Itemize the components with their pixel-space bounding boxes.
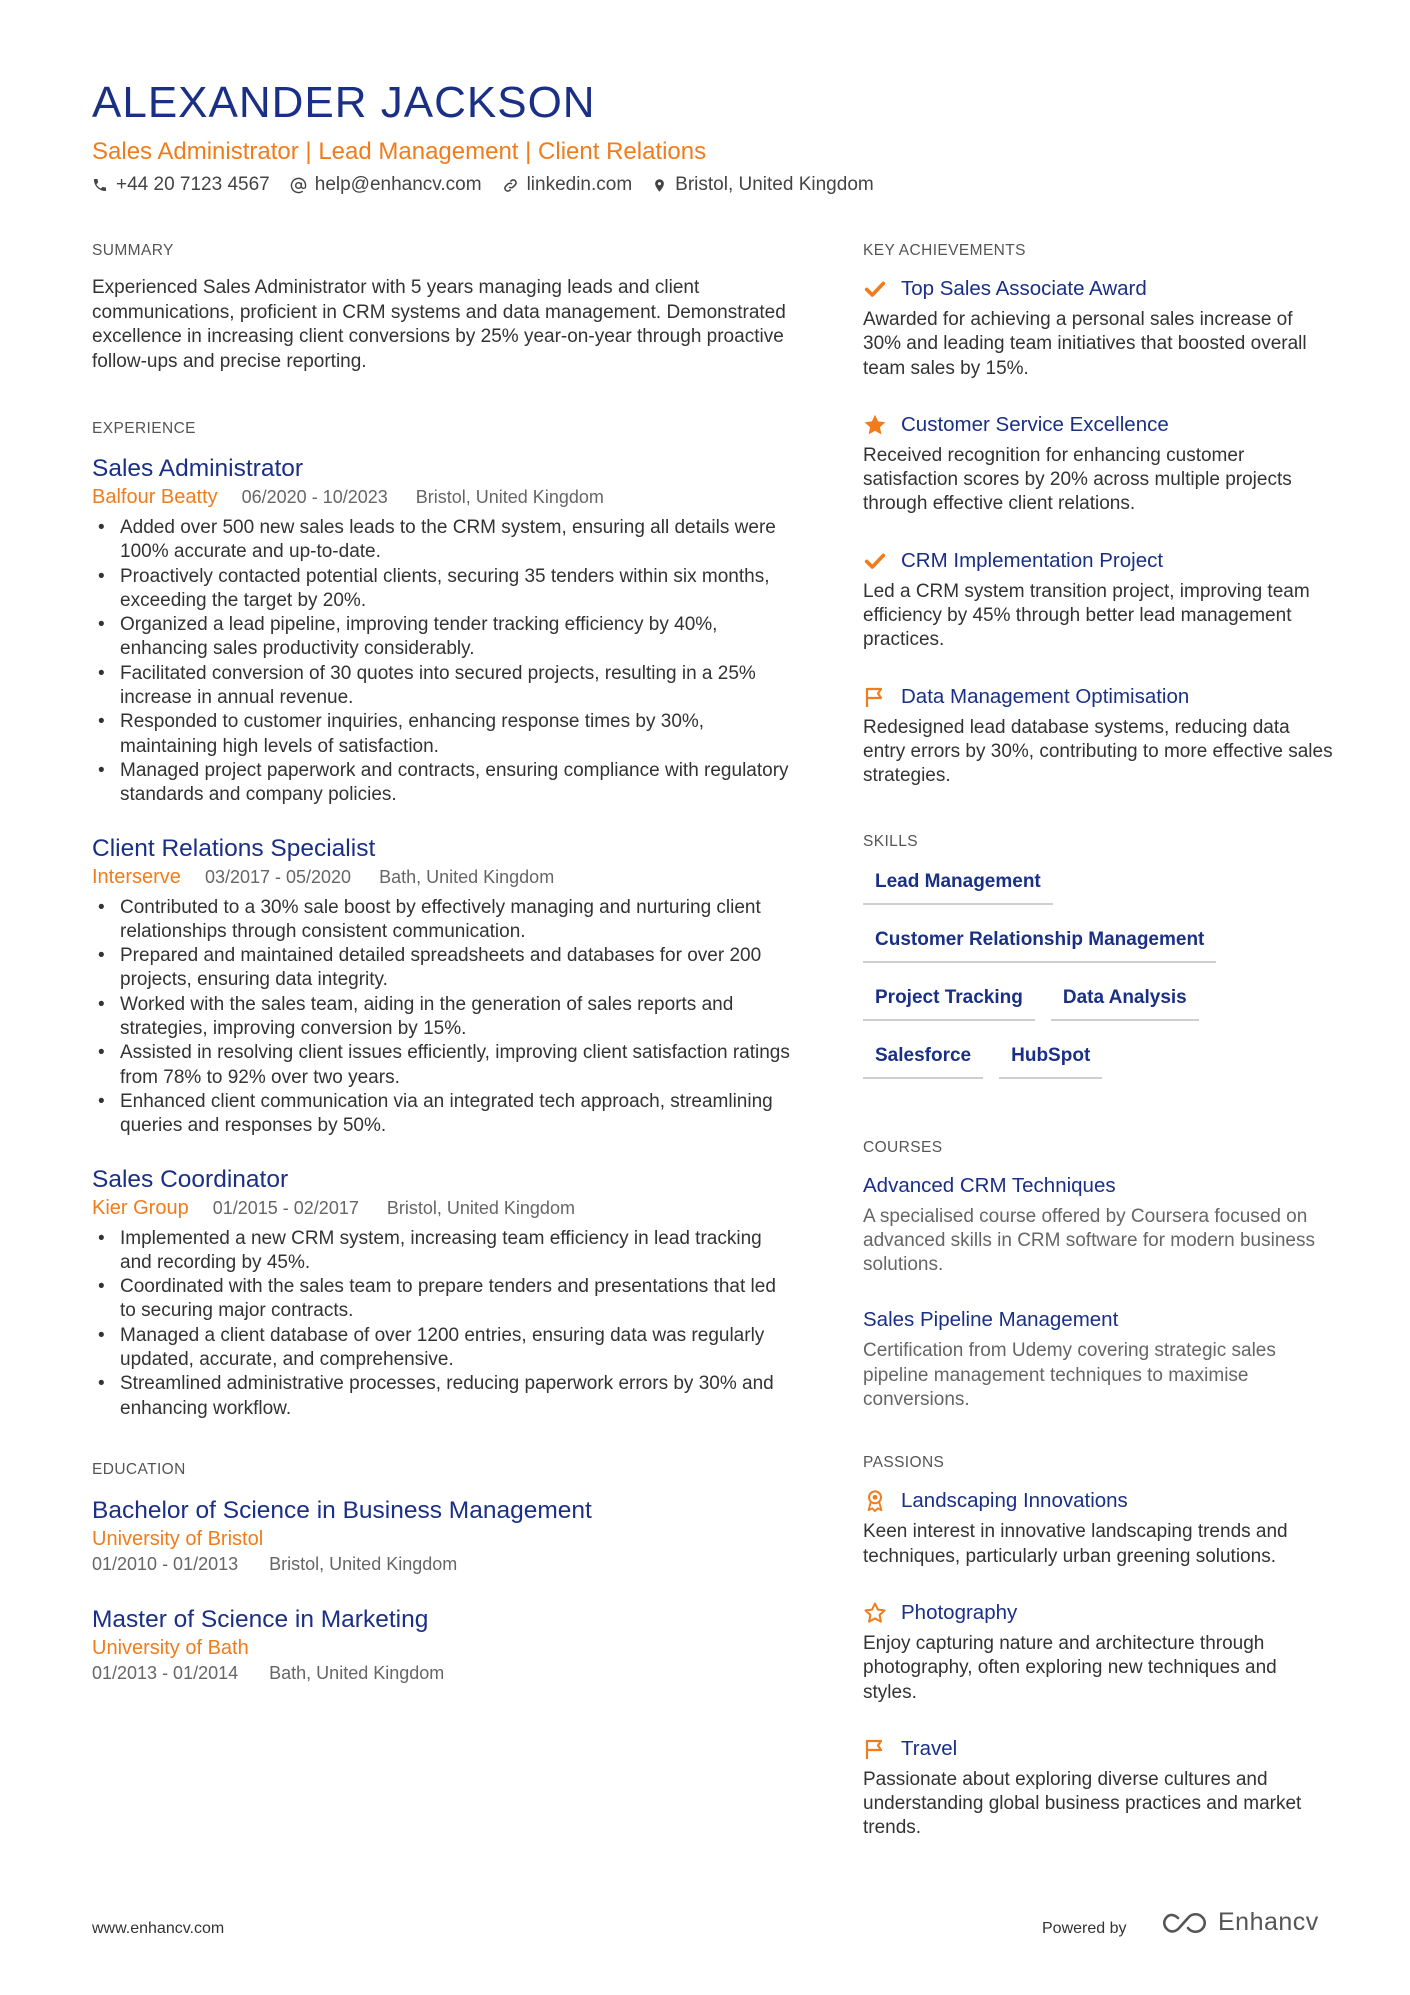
candidate-tagline: Sales Administrator | Lead Management | Client Relations [92,138,707,165]
achievements-section [863,242,1333,789]
job-entry [92,1165,792,1421]
footer-brand-logo[interactable] [1162,1908,1319,1937]
job-bullet: • Implemented a new CRM system, increasing team efficiency in lead tracking and recording by 45%. [92,1227,792,1276]
footer-powered-by: Powered by [1042,1920,1127,1937]
achievements-heading: KEY ACHIEVEMENTS [863,242,1026,259]
job-company: Balfour Beatty [92,486,218,508]
enhancv-logo-icon [1162,1910,1208,1936]
course-title: Sales Pipeline Management [863,1308,1119,1332]
passion-item [863,1600,1333,1705]
passion-item [863,1488,1333,1569]
job-dates: 03/2017 - 05/2020 [204,866,352,887]
job-bullet: • Assisted in resolving client issues efficiently, improving client satisfaction ratings from 78% to 92% over two years. [92,1041,792,1090]
skill-tag: Customer Relationship Management [863,927,1216,963]
award-ribbon-icon [863,1489,887,1513]
check-icon [863,549,887,573]
job-bullet: • Worked with the sales team, aiding in the generation of sales reports and strategies, improving conversion by 15%. [92,993,792,1042]
job-company: Interserve [92,865,181,888]
footer-website[interactable]: www.enhancv.com [92,1920,225,1937]
passions-heading: PASSIONS [863,1454,945,1472]
education-meta [92,1552,792,1576]
job-bullets [92,516,792,808]
course-desc: Certification from Udemy covering strategic sales pipeline management techniques to maximise conversions. [863,1340,1276,1411]
contact-location [652,174,874,196]
achievement-desc: Led a CRM system transition project, improving team efficiency by 45% through better lead management practices. [863,580,1310,651]
email-text: help@enhancv.com [314,174,482,195]
course-item [863,1307,1333,1412]
skill-tag: Data Analysis [1051,985,1199,1021]
right-column [863,242,1333,1887]
job-company: Kier Group [92,1196,189,1219]
star-filled-icon [863,413,887,437]
education-meta [92,1661,792,1685]
summary-heading: SUMMARY [92,242,174,259]
job-bullet: • Added over 500 new sales leads to the CRM system, ensuring all details were 100% accurate and up-to-date. [92,516,792,565]
achievement-desc: Received recognition for enhancing customer satisfaction scores by 20% across multiple projects through effective client relations. [863,444,1292,515]
achievement-desc: Redesigned lead database systems, reducing data entry errors by 30%, contributing to more effective sales strategies. [863,716,1333,787]
job-dates: 01/2015 - 02/2017 [212,1197,359,1218]
achievement-title: Data Management Optimisation [901,684,1190,708]
contact-phone[interactable] [92,174,270,196]
job-title: Sales Coordinator [92,1165,289,1193]
job-bullet: • Prepared and maintained detailed spreadsheets and databases for over 200 projects, ensuring data integrity. [92,944,792,993]
job-location: Bath, United Kingdom [379,866,555,887]
job-title: Client Relations Specialist [92,834,376,862]
education-location: Bristol, United Kingdom [269,1553,458,1574]
skill-tag: HubSpot [999,1043,1102,1079]
job-entry [92,454,792,808]
flag-icon [863,685,887,709]
job-bullet: • Managed project paperwork and contracts, ensuring compliance with regulatory standards and company policies. [92,759,792,808]
passion-title: Travel [901,1736,958,1760]
summary-section [92,242,792,374]
passion-item [863,1736,1333,1841]
passion-title: Photography [901,1600,1018,1624]
achievement-title: Top Sales Associate Award [901,277,1147,300]
courses-heading: COURSES [863,1138,943,1156]
achievement-item [863,412,1333,517]
achievement-desc: Awarded for achieving a personal sales increase of 30% and leading team initiatives that boosted overall team sales by 15%. [863,309,1307,379]
education-dates: 01/2010 - 01/2013 [92,1553,239,1574]
education-dates: 01/2013 - 01/2014 [92,1662,239,1683]
passions-section [863,1454,1333,1840]
job-location: Bristol, United Kingdom [415,487,604,507]
contact-bar [92,174,894,196]
achievement-item [863,276,1333,381]
job-meta [92,484,792,510]
course-desc: A specialised course offered by Coursera focused on advanced skills in CRM software for modern business solutions. [863,1205,1315,1276]
job-bullet: • Streamlined administrative processes, reducing paperwork errors by 30% and enhancing workflow. [92,1372,792,1421]
phone-text: +44 20 7123 4567 [116,174,270,195]
job-bullet: • Responded to customer inquiries, enhancing response times by 30%, maintaining high levels of satisfaction. [92,710,792,759]
education-degree: Master of Science in Marketing [92,1605,429,1633]
achievement-title: Customer Service Excellence [901,412,1169,436]
phone-icon [92,177,108,193]
education-heading: EDUCATION [92,1460,186,1478]
courses-section [863,1139,1333,1413]
job-bullet: • Contributed to a 30% sale boost by effectively managing and nurturing client relationships through consistent communication. [92,896,792,945]
at-icon [290,177,307,194]
passion-title: Landscaping Innovations [901,1489,1128,1513]
skill-tag: Lead Management [863,869,1053,905]
job-bullet: • Organized a lead pipeline, improving tender tracking efficiency by 40%, enhancing sales productivity considerably. [92,613,792,662]
job-bullet: • Proactively contacted potential clients, securing 35 tenders within six months, exceeding the target by 20%. [92,565,792,614]
education-section [92,1461,792,1685]
left-column [92,242,792,1731]
job-bullet: • Facilitated conversion of 30 quotes into secured projects, resulting in a 25% increase in annual revenue. [92,662,792,711]
passion-desc: Passionate about exploring diverse cultures and understanding global business practices and market trends. [863,1768,1302,1839]
education-entry [92,1495,792,1576]
education-school: University of Bath [92,1636,249,1659]
course-item [863,1173,1333,1278]
job-meta [92,864,792,890]
contact-linkedin[interactable] [502,174,633,196]
skill-tag: Project Tracking [863,985,1035,1021]
education-entry [92,1604,792,1685]
job-dates: 06/2020 - 10/2023 [241,487,388,507]
candidate-name: ALEXANDER JACKSON [92,78,596,127]
skills-list [863,869,1333,1101]
linkedin-text: linkedin.com [526,174,633,195]
job-bullets [92,1227,792,1421]
education-school: University of Bristol [92,1527,264,1550]
job-bullet: • Managed a client database of over 1200 entries, ensuring data was regularly updated, accurate, and comprehensive. [92,1324,792,1373]
job-bullet: • Enhanced client communication via an integrated tech approach, streamlining queries and responses by 50%. [92,1090,792,1139]
job-location: Bristol, United Kingdom [386,1197,575,1218]
job-entry [92,834,792,1139]
course-title: Advanced CRM Techniques [863,1173,1116,1197]
education-degree: Bachelor of Science in Business Management [92,1496,592,1524]
flag-icon [863,1737,887,1761]
achievement-item [863,548,1333,653]
job-title: Sales Administrator [92,455,304,482]
location-pin-icon [652,177,667,194]
footer-brand-name: Enhancv [1218,1908,1319,1936]
experience-heading: EXPERIENCE [92,420,196,437]
star-outline-icon [863,1601,887,1625]
job-meta [92,1195,792,1221]
skill-tag: Salesforce [863,1043,983,1079]
contact-email[interactable] [290,174,482,196]
passion-desc: Enjoy capturing nature and architecture through photography, often exploring new techniques and styles. [863,1632,1277,1703]
check-icon [863,277,887,301]
achievement-item [863,684,1333,789]
skills-heading: SKILLS [863,832,918,850]
passion-desc: Keen interest in innovative landscaping trends and techniques, particularly urban greening solutions. [863,1521,1288,1567]
summary-text: Experienced Sales Administrator with 5 years managing leads and client communications, proficient in CRM systems and data management. Demonstrated excellence in increasing client conversions by 25% year-on-year through proactive follow-ups and precise reporting. [92,277,786,372]
location-text: Bristol, United Kingdom [675,174,874,195]
job-bullets [92,896,792,1139]
job-bullet: • Coordinated with the sales team to prepare tenders and presentations that led to securing major contracts. [92,1275,792,1324]
education-location: Bath, United Kingdom [269,1662,445,1683]
achievement-title: CRM Implementation Project [901,548,1164,572]
link-icon [502,177,519,194]
experience-section [92,420,792,1421]
skills-section [863,833,1333,1101]
